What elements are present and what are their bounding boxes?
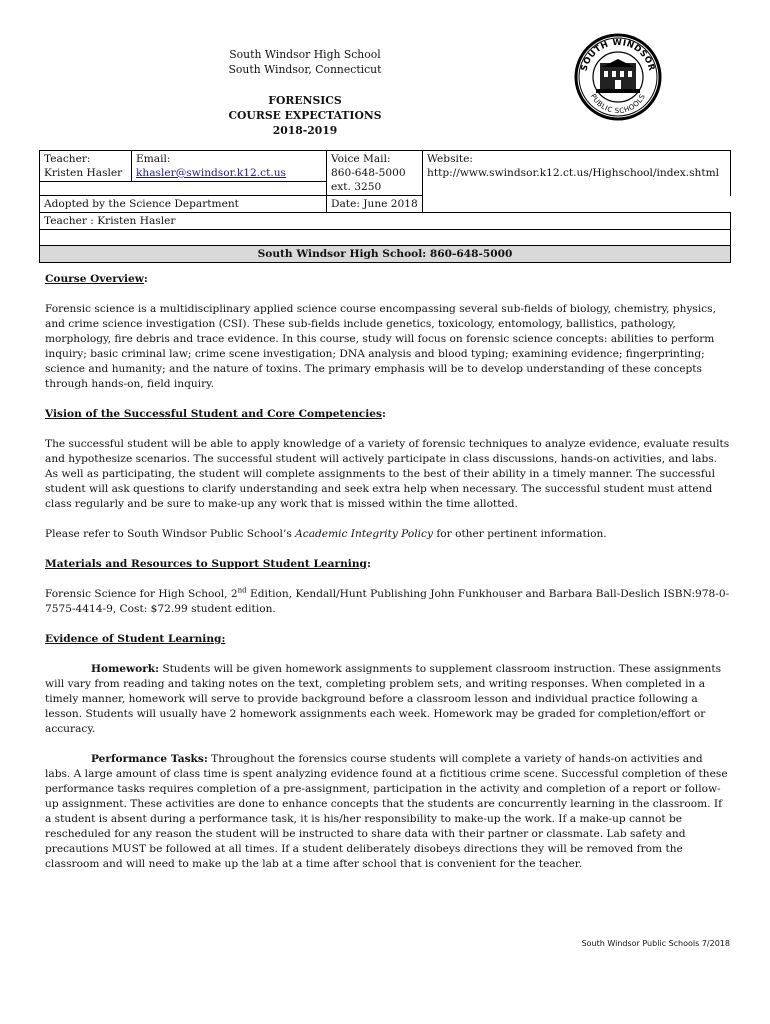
voicemail-cell [327, 151, 423, 196]
voicemail-number: 860-648-5000 [331, 167, 406, 179]
website-url[interactable]: http://www.swindsor.k12.ct.us/Highschool/index.shtml [427, 167, 720, 179]
teacher-line: Teacher : Kristen Hasler [40, 213, 731, 230]
materials-heading-line: Materials and Resources to Support Student Learning: [45, 558, 371, 570]
teacher-label: Teacher: [44, 153, 91, 165]
voicemail-label: Voice Mail: [331, 153, 391, 165]
materials-text: Forensic Science for High School, 2nd Edition, Kendall/Hunt Publishing John Funkhouser and Barbara Ball-Deslich ISBN:978-0-7575-4414-9, Cost: $72.99 student edition. [45, 586, 730, 615]
homework-paragraph: Homework: Students will be given homework assignments to supplement classroom instruction. These assignments will vary from reading and taking notes on the text, completing problem sets, and writing responses. When completed in a timely manner, homework will serve to provide background before a classroom lesson and individual practice following a lesson. Students will usually have 2 homework assignments each week. Homework may be graded for completion/effort or accuracy. [45, 663, 722, 735]
school-seal-logo [574, 33, 662, 121]
phone-banner: South Windsor High School: 860-648-5000 [40, 246, 731, 263]
vision-text: The successful student will be able to apply knowledge of a variety of forensic techniques to analyze evidence, evaluate results and hypothesize scenarios. The successful student will actively participate in class discussions, hands-on activities, and labs. As well as participating, the student will complete assignments to the best of their ability in a timely manner. The successful student will ask questions to clarify understanding and seek extra help when necessary. The successful student must attend class regularly and be sure to make-up any work that is missed within the time allotted. [45, 438, 730, 510]
empty-row [40, 230, 731, 246]
overview-heading-line: Course Overview: [45, 273, 148, 285]
date-cell: Date: June 2018 [327, 196, 423, 213]
email-label: Email: [136, 153, 171, 165]
teacher-name: Kristen Hasler [44, 167, 123, 179]
policy-name: Academic Integrity Policy [295, 528, 433, 540]
teacher-cell [40, 151, 132, 182]
title-line-1: FORENSICS [268, 94, 342, 107]
school-header [150, 47, 460, 77]
email-link[interactable]: khasler@swindsor.k12.ct.us [136, 167, 286, 179]
website-cell [423, 151, 731, 196]
school-location: South Windsor, Connecticut [228, 63, 382, 76]
homework-label: Homework: [91, 663, 160, 675]
vision-heading: Vision of the Successful Student and Core Competencies [45, 408, 382, 420]
overview-heading: Course Overview [45, 273, 144, 285]
evidence-heading: Evidence of Student Learning: [45, 633, 226, 645]
performance-tasks-paragraph: Performance Tasks: Throughout the forensics course students will complete a variety of hands-on activities and labs. A large amount of class time is spent analyzing evidence found at a fictitious crime scene. Successful completion of these performance tasks requires completion of a pre-assignment, participation in the activity and completion of a report or follow-up assignment. These activities are done to enhance concepts that the students are concurrently learning in the classroom. If a student is absent during a performance task, it is his/her responsibility to make-up the work. If a make-up cannot be rescheduled for any reason the student will be instructed to share data with their partner or classmate. Lab safety and precautions MUST be followed at all times. If a student deliberately disobeys directions they will be removed from the classroom and will need to make up the lab at a time after school that is convenient for the teacher. [45, 753, 728, 870]
svg-text:PUBLIC SCHOOLS: PUBLIC SCHOOLS [588, 92, 648, 116]
adopted-cell: Adopted by the Science Department [40, 196, 327, 213]
materials-heading: Materials and Resources to Support Student Learning [45, 558, 367, 570]
svg-text:SOUTH WINDSOR: SOUTH WINDSOR [579, 37, 657, 73]
email-cell [132, 151, 327, 182]
document-title [150, 93, 460, 138]
document-body [45, 272, 731, 872]
school-name: South Windsor High School [229, 48, 381, 61]
title-line-2: COURSE EXPECTATIONS [228, 109, 382, 122]
page-footer: South Windsor Public Schools 7/2018 [581, 939, 730, 948]
spacer-cell [40, 182, 327, 196]
voicemail-ext: ext. 3250 [331, 181, 382, 193]
course-info-table [39, 150, 731, 263]
overview-text: Forensic science is a multidisciplinary applied science course encompassing several sub-fields of biology, chemistry, physics, and crime science investigation (CSI). These sub-fields include genetics, toxicology, entomology, ballistics, pathology, morphology, fire debris and trace evidence. In this course, study will focus on forensic science concepts: abilities to perform inquiry; basic criminal law; crime scene investigation; DNA analysis and blood typing; examining evidence; fingerprinting; science and humanity; and the nature of toxins. The primary emphasis will be to develop understanding of these concepts through hands-on, field inquiry. [45, 303, 716, 390]
policy-note: Please refer to South Windsor Public School’s Academic Integrity Policy for other pertinent information. [45, 528, 607, 540]
school-year: 2018-2019 [272, 124, 338, 137]
vision-heading-line: Vision of the Successful Student and Core Competencies: [45, 408, 386, 420]
website-label: Website: [427, 153, 473, 165]
tasks-label: Performance Tasks: [91, 753, 208, 765]
evidence-heading-line [45, 632, 731, 647]
